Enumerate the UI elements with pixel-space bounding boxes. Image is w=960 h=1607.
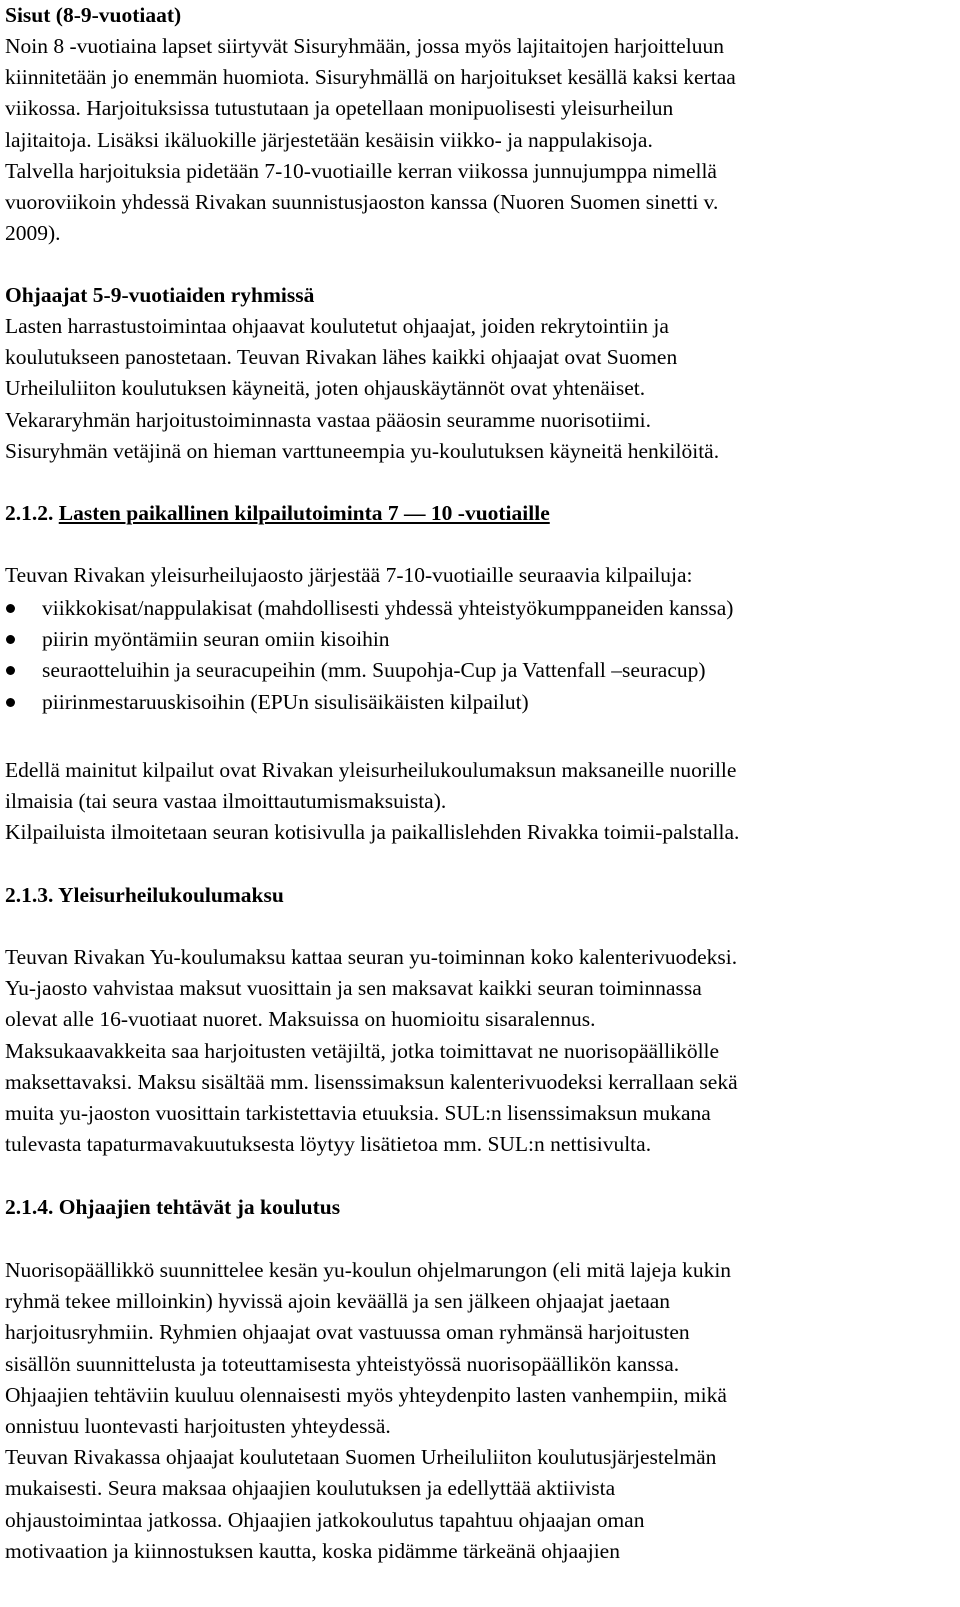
text-line: ryhmä tekee milloinkin) hyvissä ajoin keväällä ja sen jälkeen ohjaajat jaetaan [5,1289,671,1314]
sisut-heading: Sisut (8-9-vuotiaat) [5,3,182,27]
section-title: Yleisurheilukoulumaksu [57,883,284,907]
kilpailu-list [5,593,733,718]
text-line: Kilpailuista ilmoitetaan seuran kotisivulla ja paikallislehden Rivakka toimii-palstalla. [5,820,740,845]
tehtavat-paragraph [5,1255,731,1567]
bullet-icon [6,604,15,613]
list-item-text: piirinmestaruuskisoihin (EPUn sisulisäikäisten kilpailut) [42,689,529,714]
text-line: kiinnitetään jo enemmän huomiota. Sisuryhmällä on harjoitukset kesällä kaksi kertaa [5,65,736,90]
text-line: Teuvan Rivakassa ohjaajat koulutetaan Suomen Urheiluliiton koulutusjärjestelmän [5,1445,717,1470]
text-line: vuoroviikoin yhdessä Rivakan suunnistusjaoston kanssa (Nuoren Suomen sinetti v. [5,190,719,215]
bullet-icon [6,635,15,644]
text-line: lajitaitoja. Lisäksi ikäluokille järjestetään kesäisin viikko- ja nappulakisoja. [5,127,653,152]
text-line: Noin 8 -vuotiaina lapset siirtyvät Sisuryhmään, jossa myös lajitaitojen harjoitteluun [5,34,724,58]
section-214-heading [5,1192,340,1223]
text-line: Talvella harjoituksia pidetään 7-10-vuotiaille kerran viikossa junnujumppa nimellä [5,158,717,183]
list-item [5,687,733,718]
text-line: Ohjaajien tehtäviin kuuluu olennaisesti myös yhteydenpito lasten vanhempiin, mikä [5,1382,727,1407]
text-line: Urheiluliiton koulutuksen käyneitä, joten ohjauskäytännöt ovat yhtenäiset. [5,376,646,401]
ohjaajat-paragraph [5,311,719,467]
text-line: muita yu-jaoston vuosittain tarkistettavia etuuksia. SUL:n lisenssimaksun mukana [5,1101,711,1126]
text-line: Maksukaavakkeita saa harjoitusten vetäjiltä, jotka toimittavat ne nuorisopäällikölle [5,1038,720,1063]
section-number: 2.1.4. [5,1195,54,1219]
section-212-heading [5,498,550,529]
text-line: tulevasta tapaturmavakuutuksesta löytyy lisätietoa mm. SUL:n nettisivulta. [5,1132,652,1157]
section-title: Ohjaajien tehtävät ja koulutus [58,1195,341,1219]
section-number: 2.1.3. [5,883,54,907]
maksu-paragraph [5,942,738,1160]
text-line: ilmaisia (tai seura vastaa ilmoittautumismaksuista). [5,789,447,814]
text-line: 2009). [5,221,61,246]
text-line: ohjaustoimintaa jatkossa. Ohjaajien jatkokoulutus tapahtuu ohjaajan oman [5,1507,645,1532]
section-title: Lasten paikallinen kilpailutoiminta 7 — 10 -vuotiaille [58,501,550,525]
text-line: Lasten harrastustoimintaa ohjaavat koulutetut ohjaajat, joiden rekrytointiin ja [5,314,669,338]
kilpailu-paragraph [5,755,739,849]
text-line: onnistuu luontevasti harjoitusten yhteydessä. [5,1414,391,1439]
text-line: motivaation ja kiinnostuksen kautta, koska pidämme tärkeänä ohjaajien [5,1538,620,1563]
list-item [5,655,733,686]
list-item-text: seuraotteluihin ja seuracupeihin (mm. Suupohja-Cup ja Vattenfall –seuracup) [42,658,706,683]
sisut-paragraph [5,31,736,249]
list-item-text: viikkokisat/nappulakisat (mahdollisesti yhdessä yhteistyökumppaneiden kanssa) [42,596,734,620]
text-line: Sisuryhmän vetäjinä on hieman varttuneempia yu-koulutuksen käyneitä henkilöitä. [5,438,720,463]
list-item-text: piirin myöntämiin seuran omiin kisoihin [42,627,390,652]
text-line: Edellä mainitut kilpailut ovat Rivakan yleisurheilukoulumaksun maksaneille nuorille [5,758,737,782]
text-line: sisällön suunnittelusta ja toteuttamisesta yhteistyössä nuorisopäällikön kanssa. [5,1351,680,1376]
text-line: harjoitusryhmiin. Ryhmien ohjaajat ovat vastuussa oman ryhmänsä harjoitusten [5,1320,690,1345]
text-line: Nuorisopäällikkö suunnittelee kesän yu-koulun ohjelmarungon (eli mitä lajeja kukin [5,1258,732,1282]
bullet-icon [6,698,15,707]
text-line: Teuvan Rivakan Yu-koulumaksu kattaa seuran yu-toiminnan koko kalenterivuodeksi. [5,945,738,969]
section-number: 2.1.2. [5,501,54,525]
list-item [5,593,733,624]
text-line: maksettavaksi. Maksu sisältää mm. lisenssimaksun kalenterivuodeksi kerrallaan sekä [5,1069,738,1094]
kilpailu-intro: Teuvan Rivakan yleisurheilujaosto järjestää 7-10-vuotiaille seuraavia kilpailuja: [5,563,693,587]
text-line: Yu-jaosto vahvistaa maksut vuosittain ja sen maksavat kaikki seuran toiminnassa [5,976,702,1001]
ohjaajat-heading: Ohjaajat 5-9-vuotiaiden ryhmissä [5,283,315,307]
bullet-icon [6,666,15,675]
text-line: koulutukseen panostetaan. Teuvan Rivakan lähes kaikki ohjaajat ovat Suomen [5,345,678,370]
text-line: viikossa. Harjoituksissa tutustutaan ja opetellaan monipuolisesti yleisurheilun [5,96,674,121]
section-213-heading [5,880,284,911]
text-line: olevat alle 16-vuotiaat nuoret. Maksuissa on huomioitu sisaralennus. [5,1007,596,1032]
text-line: Vekararyhmän harjoitustoiminnasta vastaa pääosin seuramme nuorisotiimi. [5,407,652,432]
text-line: mukaisesti. Seura maksaa ohjaajien koulutuksen ja edellyttää aktiivista [5,1476,616,1501]
list-item [5,624,733,655]
